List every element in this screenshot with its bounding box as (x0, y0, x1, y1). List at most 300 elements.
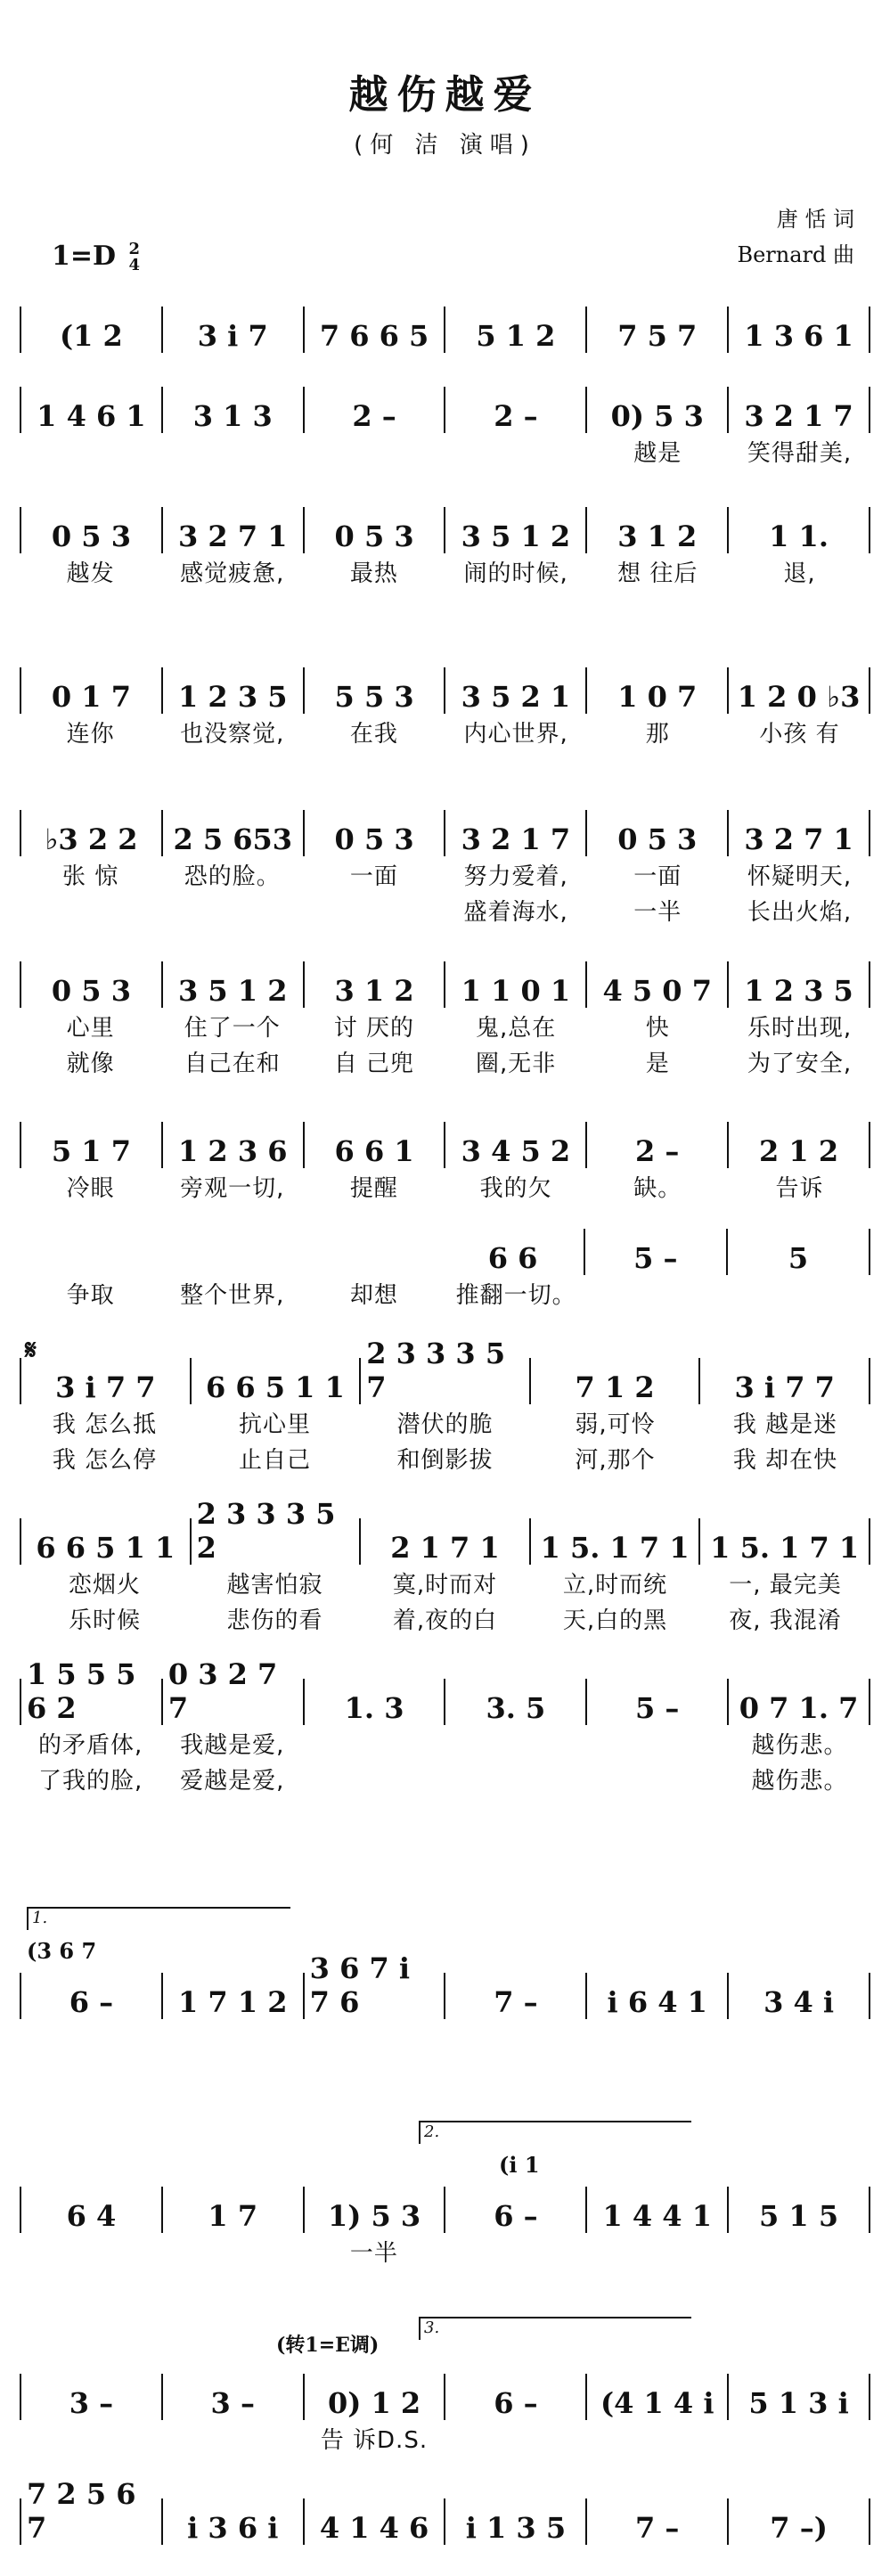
measure (20, 2187, 163, 2233)
measure-notes: 5 – (635, 1691, 680, 1725)
lyric-word: 也没察觉, (180, 720, 285, 748)
measure-notes: 3 2 1 7 (744, 399, 853, 433)
measure (163, 2498, 305, 2545)
lyric-word: 长出火焰, (747, 898, 853, 926)
measure-notes: 5 1 2 (476, 319, 556, 353)
measure (729, 810, 870, 856)
measure-notes: 7 5 7 (617, 319, 698, 353)
measure (361, 1337, 531, 1404)
measure-notes: 6 6 1 (334, 1134, 414, 1168)
measure (163, 961, 305, 1008)
lyric-word: 在我 (349, 720, 398, 748)
lyric-word: 越发 (66, 560, 115, 587)
measure-notes: 3 1 3 (192, 399, 273, 433)
measure (728, 1229, 870, 1275)
measure (305, 2498, 446, 2545)
measure-notes: 6 6 5 1 1 (36, 1531, 176, 1565)
measure (20, 667, 163, 714)
staff-line (20, 958, 870, 1008)
staff-system (20, 2183, 870, 2269)
measure-notes: 2 – (494, 399, 538, 433)
lyric-word: 我 却在快 (732, 1446, 838, 1474)
measure-notes: 1 2 3 5 (744, 974, 853, 1008)
measure (587, 2187, 729, 2233)
measure (20, 1518, 192, 1565)
measure (20, 507, 163, 553)
volta-2-notes: (i 1 (499, 2152, 540, 2178)
measure-notes: 1 7 1 2 (178, 1985, 288, 2019)
lyric-word: 冷眼 (66, 1174, 115, 1202)
lyric-word: 河,那个 (575, 1446, 656, 1474)
staff-line (20, 1951, 870, 2019)
staff-line (20, 303, 870, 353)
measure-notes: 3 2 7 1 (178, 519, 288, 553)
lyric-word: 潜伏的脆 (396, 1411, 494, 1438)
lyric-word: 越是 (633, 439, 682, 467)
measure-notes: 3 1 2 (334, 974, 414, 1008)
measure-notes: i 6 4 1 (607, 1985, 707, 2019)
staff-line (20, 806, 870, 856)
staff-line (20, 503, 870, 553)
measure (700, 1358, 870, 1404)
staff-system (20, 503, 870, 589)
measure-notes: 2 1 2 (759, 1134, 839, 1168)
staff-system (20, 958, 870, 1079)
measure-notes: 0 3 2 7 7 (167, 1657, 278, 1725)
measure (20, 307, 163, 353)
lyric-word: 一面 (349, 863, 398, 890)
measure-notes: i 1 3 5 (465, 2511, 567, 2545)
measure (192, 1358, 362, 1404)
measure-notes: 1 4 4 1 (602, 2199, 712, 2233)
measure-notes: 1) 5 3 (327, 2199, 421, 2233)
volta-1-notes: (3 6 7 (27, 1938, 97, 1964)
lyric-line-1 (20, 1725, 870, 1761)
lyric-word: 快 (645, 1014, 670, 1042)
lyric-word: 小孩 有 (759, 720, 840, 748)
lyric-word: 退, (783, 560, 816, 587)
lyric-word: 自 己兜 (333, 1050, 415, 1077)
measure-notes: 1 7 (208, 2199, 258, 2233)
measure (445, 2187, 587, 2233)
key-label: 1=D (52, 241, 117, 272)
lyric-line-1 (20, 1565, 870, 1600)
staff-line (20, 664, 870, 714)
lyricist-credit: 唐 恬 词 (776, 207, 854, 232)
measure-notes: 3 – (210, 2386, 255, 2420)
measure (729, 667, 870, 714)
measure-notes: 6 – (494, 2386, 538, 2420)
staff-system (20, 1225, 870, 1311)
lyric-line-1 (20, 1404, 870, 1440)
measure (163, 1122, 305, 1168)
measure-notes: 2 3 3 3 5 7 (366, 1337, 506, 1404)
lyric-line-1 (20, 553, 870, 589)
measure-notes: 1 4 6 1 (37, 399, 146, 433)
lyric-line-1 (20, 856, 870, 892)
measure (20, 1122, 163, 1168)
lyric-line-1 (20, 433, 870, 469)
volta-2 (419, 2121, 691, 2144)
lyric-word: 一, 最完美 (729, 1571, 842, 1599)
lyric-line-2 (20, 1043, 870, 1079)
measure (587, 810, 729, 856)
measure-notes: 5 – (633, 1241, 678, 1275)
staff-line (20, 2477, 870, 2545)
lyric-word: 的矛盾体, (37, 1731, 143, 1759)
lyric-word: 一面 (633, 863, 682, 890)
measure (587, 507, 729, 553)
lyric-word: 提醒 (349, 1174, 398, 1202)
measure-notes: 5 1 5 (759, 2199, 839, 2233)
lyric-word: 立,时而统 (562, 1571, 668, 1599)
measure-notes: 0 5 3 (334, 822, 414, 856)
measure-notes: 3 i 7 7 (734, 1370, 835, 1404)
measure (305, 1951, 446, 2019)
measure-notes: 2 3 3 3 5 2 (196, 1497, 336, 1565)
lyric-word: 着,夜的白 (392, 1607, 498, 1634)
measure (445, 810, 587, 856)
measure-notes: 1 2 3 6 (178, 1134, 288, 1168)
measure-notes: i 3 6 i (187, 2511, 279, 2545)
measure (445, 961, 587, 1008)
staff-system (20, 383, 870, 469)
measure (445, 1679, 587, 1725)
measure (163, 307, 305, 353)
measure (20, 387, 163, 433)
measure (587, 1679, 729, 1725)
measure (700, 1518, 870, 1565)
measure (445, 667, 587, 714)
measure (305, 2374, 446, 2420)
lyric-word: 缺。 (633, 1174, 682, 1202)
measure (729, 1679, 870, 1725)
measure (305, 307, 446, 353)
measure-notes: 7 1 2 (575, 1370, 655, 1404)
measure (163, 810, 305, 856)
measure (585, 1229, 728, 1275)
measure (729, 507, 870, 553)
measure (305, 1679, 446, 1725)
measure-notes: 3 1 2 (617, 519, 698, 553)
lyric-word: 圈,无非 (475, 1050, 557, 1077)
measure (445, 307, 587, 353)
lyric-word: 我的欠 (479, 1174, 552, 1202)
staff-system (20, 1337, 870, 1476)
staff-line (20, 383, 870, 433)
measure (587, 307, 729, 353)
lyric-word: 怀疑明天, (747, 863, 853, 890)
measure-notes: 1 1. (769, 519, 829, 553)
key-signature (52, 241, 140, 274)
measure (20, 1229, 160, 1275)
time-signature (128, 241, 140, 274)
measure (305, 2187, 446, 2233)
measure-notes: 5 1 7 (51, 1134, 131, 1168)
lyric-word: 一半 (633, 898, 682, 926)
lyric-word: 乐时候 (68, 1607, 141, 1634)
measure (445, 507, 587, 553)
measure (20, 1973, 163, 2019)
measure (163, 507, 305, 553)
measure (729, 1973, 870, 2019)
lyric-word: 止自己 (238, 1446, 311, 1474)
measure (163, 387, 305, 433)
measure (445, 2374, 587, 2420)
lyric-word: 是 (645, 1050, 670, 1077)
measure-notes: 1 0 7 (617, 680, 698, 714)
lyric-word: 却想 (349, 1281, 398, 1309)
lyric-word: 我越是爱, (180, 1731, 285, 1759)
lyric-word: 恐的脸。 (184, 863, 281, 890)
lyric-word: 闹的时候, (463, 560, 568, 587)
measure-notes: 3 i 7 (197, 319, 268, 353)
measure (729, 2498, 870, 2545)
lyric-word: 自己在和 (184, 1050, 281, 1077)
measure-notes: 7 6 6 5 (319, 319, 429, 353)
lyric-word: 我 怎么抵 (52, 1411, 158, 1438)
staff-system (20, 1118, 870, 1204)
measure-notes: 6 6 5 1 1 (205, 1370, 345, 1404)
measure-notes: 5 5 3 (334, 680, 414, 714)
measure (445, 387, 587, 433)
staff-system (20, 303, 870, 353)
volta-2-label: 2. (424, 2122, 440, 2141)
segno-mark: 𝄋 (25, 1335, 37, 1366)
measure-notes: 3 6 7 i 7 6 (309, 1951, 411, 2019)
lyric-word: 推翻一切。 (455, 1281, 576, 1309)
measure-notes: 4 1 4 6 (319, 2511, 429, 2545)
staff-system (20, 1497, 870, 1636)
measure-notes: 0 5 3 (617, 822, 698, 856)
measure (20, 1657, 163, 1725)
measure-notes: 2 5 653 (173, 822, 293, 856)
lyric-word: 争取 (66, 1281, 115, 1309)
measure-notes: 0 5 3 (51, 974, 131, 1008)
measure-notes: 0 1 7 (51, 680, 131, 714)
measure (729, 1122, 870, 1168)
measure (587, 961, 729, 1008)
measure-notes: 7 –) (770, 2511, 828, 2545)
staff-line (20, 1657, 870, 1725)
measure (587, 387, 729, 433)
measure (531, 1358, 701, 1404)
measure-notes: 3 4 5 2 (461, 1134, 571, 1168)
measure (163, 2187, 305, 2233)
lyric-word: 我 越是迷 (732, 1411, 838, 1438)
lyric-word: 心里 (66, 1014, 115, 1042)
measure (729, 2374, 870, 2420)
lyric-word: 和倒影拔 (396, 1446, 494, 1474)
measure-notes: 3 – (69, 2386, 114, 2420)
measure-notes: 4 5 0 7 (602, 974, 712, 1008)
lyric-line-2 (20, 1440, 870, 1476)
measure-notes: 3 5 2 1 (461, 680, 571, 714)
lyric-word: 越伤悲。 (751, 1767, 848, 1795)
measure (20, 961, 163, 1008)
measure-notes: 3 2 7 1 (744, 822, 853, 856)
lyric-word: 那 (645, 720, 670, 748)
lyric-word: 努力爱着, (463, 863, 568, 890)
measure-notes: 1 3 6 1 (744, 319, 853, 353)
measure-notes: 6 – (69, 1985, 114, 2019)
modulation-mark: (转1=E调) (276, 2334, 380, 2357)
staff-line (20, 2370, 870, 2420)
measure (445, 1973, 587, 2019)
measure (20, 1358, 192, 1404)
measure-notes: 3. 5 (486, 1691, 546, 1725)
measure-notes: (4 1 4 i (600, 2386, 714, 2420)
measure (729, 961, 870, 1008)
measure (20, 810, 163, 856)
measure-notes: 1 2 0 ♭3 (737, 680, 861, 714)
staff-system (20, 2477, 870, 2545)
lyric-word: 越伤悲。 (751, 1731, 848, 1759)
measure-notes: 1 5. 1 7 1 (710, 1531, 860, 1565)
measure-notes: (1 2 (60, 319, 123, 353)
volta-1 (27, 1907, 290, 1930)
lyric-word: 恋烟火 (68, 1571, 141, 1599)
lyric-word: 一半 (349, 2239, 398, 2267)
measure-notes: 2 1 7 1 (390, 1531, 500, 1565)
measure (163, 1657, 305, 1725)
lyric-word: 旁观一切, (180, 1174, 285, 1202)
measure (361, 1518, 531, 1565)
measure (587, 1122, 729, 1168)
measure-notes: 3 i 7 7 (55, 1370, 156, 1404)
lyric-line-1 (20, 1275, 870, 1311)
measure-notes: 1 5. 1 7 1 (540, 1531, 690, 1565)
volta-3-label: 3. (424, 2318, 440, 2337)
measure-notes: 1 2 3 5 (178, 680, 288, 714)
lyric-word: 夜, 我混淆 (729, 1607, 842, 1634)
measure-notes: 0 5 3 (51, 519, 131, 553)
measure (445, 1122, 587, 1168)
measure (305, 667, 446, 714)
lyric-word: 住了一个 (184, 1014, 281, 1042)
measure-notes: 3 4 i (763, 1985, 835, 2019)
measure (729, 2187, 870, 2233)
measure (443, 1229, 585, 1275)
measure (531, 1518, 701, 1565)
measure (160, 1229, 301, 1275)
lyric-word: 越害怕寂 (226, 1571, 323, 1599)
lyric-line-1 (20, 1168, 870, 1204)
lyric-line-2 (20, 1600, 870, 1636)
song-title: 越伤越爱 (348, 72, 542, 118)
lyric-word: 就像 (66, 1050, 115, 1077)
measure-notes: ♭3 2 2 (45, 822, 138, 856)
measure (587, 2374, 729, 2420)
staff-system (20, 1951, 870, 2019)
staff-line (20, 2183, 870, 2233)
measure (20, 2374, 163, 2420)
lyric-line-2 (20, 892, 870, 928)
lyric-word: 内心世界, (463, 720, 568, 748)
measure (301, 1229, 442, 1275)
measure-notes: 7 – (494, 1985, 538, 2019)
lyric-word: 弱,可怜 (575, 1411, 656, 1438)
lyric-word: 乐时出现, (747, 1014, 853, 1042)
lyric-word: 爱越是爱, (180, 1767, 285, 1795)
measure-notes: 6 6 (487, 1241, 538, 1275)
measure (587, 667, 729, 714)
lyric-word: 连你 (66, 720, 115, 748)
staff-line (20, 1337, 870, 1404)
staff-line (20, 1497, 870, 1565)
measure-notes: 5 (788, 1241, 809, 1275)
time-bottom: 4 (128, 256, 141, 274)
lyric-line-1 (20, 2420, 870, 2456)
measure-notes: 1 5 5 5 6 2 (27, 1657, 136, 1725)
measure-notes: 3 2 1 7 (461, 822, 571, 856)
measure (305, 387, 446, 433)
measure (305, 1122, 446, 1168)
measure (163, 1973, 305, 2019)
staff-system (20, 1657, 870, 1796)
measure (729, 387, 870, 433)
measure-notes: 0) 1 2 (327, 2386, 421, 2420)
measure (163, 2374, 305, 2420)
measure (192, 1497, 362, 1565)
measure-notes: 0 7 1. 7 (739, 1691, 859, 1725)
staff-line (20, 1225, 870, 1275)
measure-notes: 6 – (494, 2199, 538, 2233)
measure-notes: 1 1 0 1 (461, 974, 571, 1008)
lyric-word: 笑得甜美, (747, 439, 853, 467)
composer-credit: Bernard 曲 (737, 242, 854, 267)
volta-3 (419, 2317, 691, 2340)
lyric-line-2 (20, 1761, 870, 1796)
measure (305, 961, 446, 1008)
measure (587, 1973, 729, 2019)
lyric-word: 感觉疲惫, (180, 560, 285, 587)
measure-notes: 2 – (352, 399, 396, 433)
measure (729, 307, 870, 353)
lyric-word: 最热 (349, 560, 398, 587)
staff-line (20, 1118, 870, 1168)
staff-system (20, 2370, 870, 2456)
measure (163, 667, 305, 714)
measure-notes: 7 – (635, 2511, 680, 2545)
lyric-word: 我 怎么停 (52, 1446, 158, 1474)
lyric-word: 想 往后 (617, 560, 698, 587)
measure-notes: 5 1 3 i (748, 2386, 849, 2420)
measure-notes: 1. 3 (344, 1691, 404, 1725)
volta-1-label: 1. (32, 1909, 48, 1927)
song-subtitle: (何 洁 演唱) (354, 132, 536, 159)
lyric-word: 为了安全, (747, 1050, 853, 1077)
measure (305, 810, 446, 856)
time-top: 2 (128, 240, 141, 258)
measure (587, 2498, 729, 2545)
measure (445, 2498, 587, 2545)
lyric-line-1 (20, 714, 870, 749)
measure-notes: 2 – (635, 1134, 680, 1168)
measure (305, 507, 446, 553)
lyric-word: 天,白的黑 (562, 1607, 668, 1634)
lyric-line-1 (20, 1008, 870, 1043)
lyric-word: 讨 厌的 (333, 1014, 415, 1042)
lyric-word: 了我的脸, (37, 1767, 143, 1795)
lyric-word: 张 惊 (61, 863, 119, 890)
staff-system (20, 664, 870, 749)
lyric-line-1 (20, 2233, 870, 2269)
lyric-word: 盛着海水, (463, 898, 568, 926)
lyric-word: 抗心里 (238, 1411, 311, 1438)
lyric-word: 鬼,总在 (475, 1014, 557, 1042)
lyric-word: 告诉 (775, 1174, 824, 1202)
